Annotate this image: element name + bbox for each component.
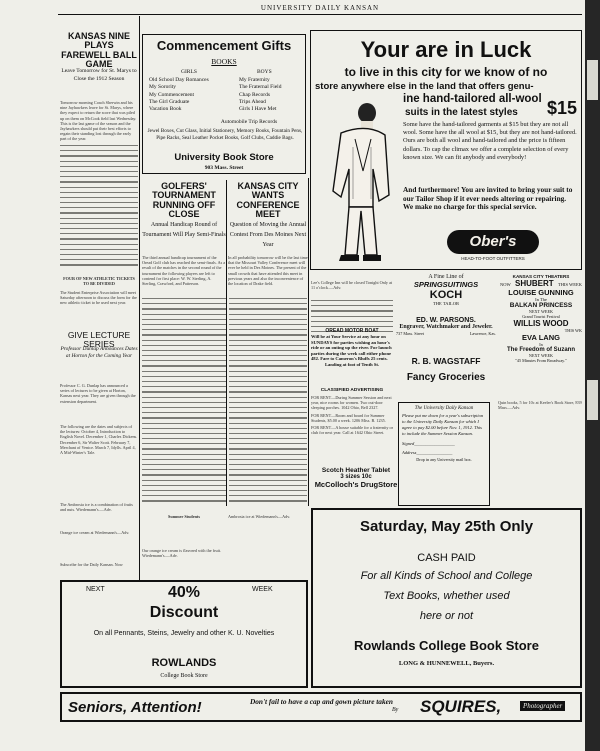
kc-subhead: Question of Moving the Annual Contest From Des Moines Next Year <box>229 222 307 248</box>
discount-pct: 40% <box>167 584 201 601</box>
luck-line4: ine hand-tailored all-wool <box>403 93 542 105</box>
column-divider <box>139 16 140 582</box>
four-tickets-body: The Student Enterprise Association will meet Saturday afternoon to discuss the form for the new athletic ticket to be used next year. <box>60 290 137 306</box>
column-divider <box>308 178 309 506</box>
article-text-lines <box>142 298 226 508</box>
subscription-form[interactable] <box>398 402 490 506</box>
golf-subhead: Annual Handicap Round of Tournament Will Play Semi-Finals <box>142 222 226 238</box>
cash-paid: CASH PAID <box>417 552 476 564</box>
subscribe-note: Subscribe for the Daily Kansan. Now <box>60 562 123 567</box>
article-text-lines <box>229 298 307 508</box>
theater-this-wk: THIS WK <box>564 328 582 333</box>
ambrosia-note: Ambrosia ice at Wiedemann's—Adv. <box>228 514 291 519</box>
here-or-not: here or not <box>419 610 474 622</box>
kc-headline: KANSAS CITY WANTS CONFERENCE MEET <box>236 181 300 220</box>
seniors-by: By <box>392 707 399 713</box>
motor-title: OREAD MOTOR BOAT <box>325 328 379 334</box>
luck-furthermore: And furthermore! You are invited to bring your suit to our Tailor Shop if it ever needs altering or repairing. We make no charge for this special service. <box>403 185 573 212</box>
quin-books-note: Quin books, 5 for 10c at Keeler's Book Store, 839 Mass.—Adv. <box>498 400 582 411</box>
wagstaff-name: R. B. WAGSTAFF <box>411 356 481 366</box>
seniors-mid: Don't fail to have a cap and gown picture taken <box>250 697 393 706</box>
luck-line2: to live in this city for we know of no <box>344 65 548 79</box>
theater-title: KANSAS CITY THEATERS <box>512 274 570 279</box>
luck-price: $15 <box>547 98 578 118</box>
article-text-lines <box>60 145 138 275</box>
motor-body: Will be at Your Service at any hour on SUNDAYS for parties wishing an hour's ride or an outing up the river. For launch parties during the week call either phone 482. Fare to Cameron's Bluffs 25 cents. <box>311 334 392 362</box>
for-all-kinds: For all Kinds of School and College <box>360 570 533 582</box>
luck-body: Some have the hand-tailored garments at $15 but they are not all wool. Some have the all wool at $15, but they are not hand-tailored. Ours are both all wool and hand-tailored and the price is fifteen dollars. To cap the climax we offer a complete selection of every known size. We can fit anybody and everybody! <box>403 121 577 161</box>
girls-label: GIRLS <box>181 69 197 75</box>
give-lecture-body: Professor C. G. Dunlap has announced a series of lectures to be given at Horton, Kansas next year. They are given through the extension department. <box>60 383 136 404</box>
koch-line: A Fine Line of <box>428 274 464 280</box>
koch-ad <box>396 274 496 314</box>
boys-item: Chap Records <box>239 91 271 98</box>
theater-in: In The <box>535 297 547 302</box>
four-tickets-headline: FOUR OF NEW ATHLETIC TICKETS TO BE DIVIDED <box>63 276 135 287</box>
text-books: Text Books, whether used <box>383 590 510 602</box>
kc-body: In all probability tomorrow will be the last time that the Missouri Valley Conference meet will ever be held in Des Moines. The present of the small crowds that have attended this meet in previous years and also the inconvenience of the location of Drake field. <box>228 255 308 287</box>
theater-now: NOW <box>500 282 511 287</box>
luck-title: Your are in Luck <box>360 37 532 62</box>
discount-ad <box>60 580 308 688</box>
boys-label: BOYS <box>257 69 272 75</box>
store-name: University Book Store <box>174 152 274 163</box>
saturday-cash-ad <box>311 508 582 688</box>
girls-item: The Girl Graduate <box>149 98 190 105</box>
parsons-ad <box>396 317 496 353</box>
wagstaff-tag: Fancy Groceries <box>406 372 486 383</box>
grand-festival: Grand Tourist Festival <box>522 314 560 319</box>
column-divider <box>226 180 227 506</box>
classified-ads <box>311 388 393 466</box>
heather-title: Scotch Heather Tablet <box>321 467 391 474</box>
kc-theaters-ad <box>500 274 582 398</box>
boys-item: The Fraternal Field <box>239 84 282 91</box>
commencement-title: Commencement Gifts <box>156 38 292 53</box>
discount-word: Discount <box>149 604 219 621</box>
ambrosia-ad: The Ambrosia ice is a combination of fruits and nuts. Wiedemann's.—Adv. <box>60 502 133 513</box>
commencement-gifts-ad <box>142 34 306 174</box>
koch-product: SPRINGSUITINGS <box>413 280 479 289</box>
saturday-date: Saturday, May 25th Only <box>359 518 534 535</box>
rowlands-store: Rowlands College Book Store <box>354 638 539 653</box>
motor-landing: Landing at foot of Tenth St. <box>324 361 380 367</box>
koch-trade: THE TAILOR <box>433 301 459 306</box>
heather-ad <box>311 467 401 505</box>
kansas-nine-subhead: Leave Tomorrow for St. Marys to Close the 1912 Season <box>61 68 137 82</box>
parsons-trade: Engraver, Watchmaker and Jeweler. <box>399 324 493 330</box>
girls-item: My Commencement <box>149 91 195 98</box>
obers-logo: Ober's <box>447 230 539 254</box>
eva-lang: EVA LANG <box>522 333 560 342</box>
give-lecture-subhead: Professor Dunlap Announces Dates at Horton for the Coming Year <box>60 346 138 359</box>
automobile-item: Automobile Trip Records <box>220 119 278 125</box>
classified-title: CLASSIFIED ADVERTISING <box>320 388 384 393</box>
theater-this-week: THIS WEEK <box>557 282 582 287</box>
boys-item: My Fraternity <box>239 77 270 83</box>
kansas-nine-body: Tomorrow morning Coach Sherwin and his nine Jayhawkers leave for St. Marys, where they expect to return the score that was piled up on them on McCook field last Wednesday. This is the last game of the season and the Jayhawkers should put their best efforts to regain their standing lost through the early part of the year. <box>60 100 137 142</box>
discount-sub: College Book Store <box>160 673 208 679</box>
freedom-of-suzann: The Freedom of Suzann <box>506 347 575 353</box>
sub-signed[interactable]: Signed__________________ <box>402 441 455 446</box>
louise-gunning: LOUISE GUNNING <box>508 288 574 297</box>
sub-drop: Drop in any University mail box. <box>416 457 472 462</box>
wagstaff-ad <box>396 356 496 394</box>
sub-title: The University Daily Kansan <box>414 406 474 411</box>
discount-store: ROWLANDS <box>151 657 217 669</box>
books-label: BOOKS <box>211 57 237 66</box>
boys-item: Trips Ahead <box>239 98 266 105</box>
summer-students: Summer Students <box>168 514 200 519</box>
boys-list <box>239 77 305 113</box>
store-address: 903 Mass. Street <box>204 165 244 171</box>
willis-wood: WILLIS WOOD <box>513 319 569 328</box>
obers-tagline: HEAD-TO-FOOT OUTFITTERS <box>461 256 525 261</box>
discount-body: On all Pennants, Steins, Jewelry and other K. U. Novelties <box>93 630 275 637</box>
sub-address[interactable]: Address________________ <box>402 450 453 455</box>
golf-body: The third annual handicap tournament of the Oread Golf club has reached the semi-finals. As a result of the matches in the second round of the tournament the following players are left to contend for first place: W. W. Sterling, A. Sterling, Crawford, and Patterson. <box>142 255 226 287</box>
seniors-ad <box>60 692 582 722</box>
luck-line5: suits in the latest styles <box>405 107 518 118</box>
shubert-name: SHUBERT <box>515 279 554 288</box>
girls-item: Vacation Book <box>149 106 182 113</box>
give-lecture-dates: The following are the dates and subjects of the lectures: October 4, Introduction to English Novel. December 1, Charles Dickens. December 6, Sir Walter Scott. February 7, Merchant of Venice. March 7, Idylls. April 4, A Mid-Winter's Tale. <box>60 424 138 456</box>
orange-ice-ad: Orange ice cream at Wiedemann's—Adv. <box>60 530 130 535</box>
girls-list <box>149 77 233 113</box>
boys-item: Girls I Have Met <box>239 106 277 113</box>
misc-gifts: Jewel Boxes, Cut Glass, Initial Stationery, Memory Books, Fountain Pens, Pipe Racks, Seal Leather Pocket Books, Golf Clubs, Caddie Bags. <box>147 128 303 141</box>
obers-luck-ad <box>310 30 582 270</box>
give-lecture-headline: GIVE LECTURE SERIES <box>67 330 131 349</box>
photographer-label: Photographer <box>520 701 565 711</box>
parsons-city: Lawrence, Kas. <box>469 331 496 336</box>
luck-line3: store anywhere else in the land that offers genu- <box>315 81 534 92</box>
parsons-name: ED. W. PARSONS. <box>416 317 476 324</box>
discount-next: NEXT <box>86 586 105 593</box>
broadway-show: "45 Minutes From Broadway." <box>515 358 567 363</box>
golf-headline: GOLFERS' TOURNAMENT RUNNING OFF CLOSE <box>152 181 216 220</box>
orange-note: Our orange ice cream is flavored with the fruit. Wiedemann's.—Adv. <box>142 548 221 559</box>
sub-body: Please put me down for a year's subscription to the University Daily Kansan for which I agree to pay $2.00 before Nov. 1, 1912. This to include the Summer Session Kansan. <box>402 413 484 436</box>
parsons-address: 737 Mass. Street <box>396 331 425 336</box>
theater-in2: In <box>539 342 543 347</box>
theater-next-week-2: NEXT WEEK <box>528 353 554 358</box>
girls-item: Old School Day Romances <box>149 77 209 83</box>
heather-store: McColloch's DrugStore <box>314 480 398 489</box>
masthead: UNIVERSITY DAILY KANSAN <box>260 4 380 12</box>
classified-ad: FOR RENT—A house suitable for a fraternity or club for next year. Call at 1642 Ohio Street. <box>311 425 393 436</box>
squires-name: SQUIRES, <box>420 697 502 716</box>
man-figure-illustration <box>319 99 401 265</box>
theater-next-week: NEXT WEEK <box>528 309 554 314</box>
classified-ad: FOR RENT—Room and board for Summer Students, $5.00 a week. 1206 Miss. B. 1235. <box>311 412 386 423</box>
lees-note: Lee's College Inn will be closed Tonight Only at 11 o'clock.—Adv. <box>311 280 393 291</box>
discount-week: WEEK <box>252 586 273 593</box>
kansas-nine-headline: KANSAS NINE PLAYS FAREWELL BALL GAME <box>61 31 137 70</box>
classified-ad: FOR RENT—During Summer Session and next year, nice rooms for women. Two out-door sleeping porches. 1042 Ohio, Bell 2327. <box>311 395 392 411</box>
seniors-title: Seniors, Attention! <box>68 699 202 716</box>
page-edge <box>585 0 600 751</box>
koch-name: KOCH <box>429 289 463 301</box>
heather-sub: 3 sizes 10c <box>340 474 372 480</box>
masthead-rule <box>58 14 582 15</box>
balkan-princess: BALKAN PRINCESS <box>509 302 573 309</box>
girls-item: My Sorority <box>149 84 177 91</box>
buyers: LONG & HUNNEWELL, Buyers. <box>398 660 495 667</box>
